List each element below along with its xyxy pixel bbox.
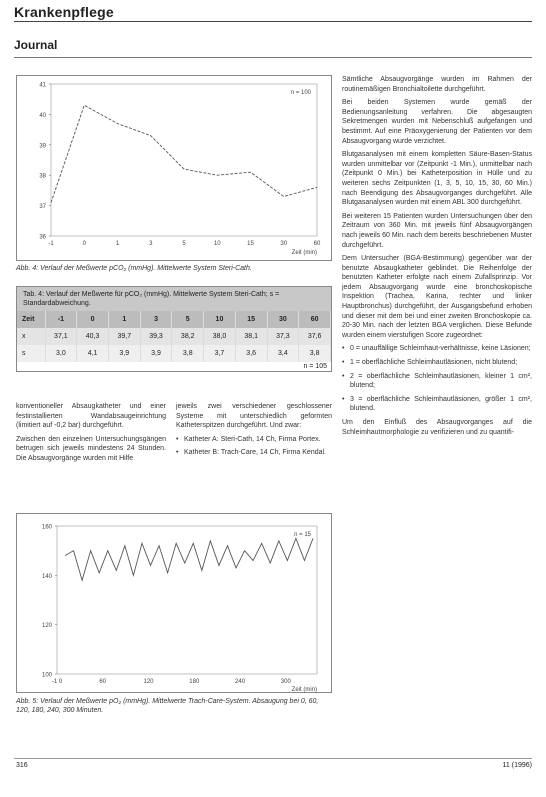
x-tick-label: 180 [189,679,200,685]
left-column [16,402,166,468]
table-row [17,345,331,362]
table-cell: 3,6 [235,345,267,362]
list-item: • Katheter A: Steri-Cath, 14 Ch, Firma Portex. [176,435,332,445]
x-axis-label: Zeit (min) [291,250,317,256]
paragraph: Zwischen den einzelnen Untersuchungsgängen betrugen sich jeweils mindestens 24 Stunden. Die Absaugvorgänge wurden mit Hilfe [16,435,166,462]
table-cell: 30 [267,311,299,328]
y-tick-label: 39 [39,143,46,150]
table-cell: 3,4 [267,345,299,362]
plot-frame [51,84,317,236]
series-line [51,105,317,202]
table-cell: 5 [172,311,204,328]
header-rule [14,21,532,22]
x-tick-label: 15 [247,241,254,247]
table-cell: 37,6 [299,328,331,345]
table-cell: 39,7 [108,328,140,345]
section-title: Krankenpflege [14,4,114,20]
middle-column [176,402,332,462]
x-tick-label: 0 [82,241,86,247]
y-tick-label: 41 [39,82,46,89]
paragraph: Um den Einfluß des Absaugvorganges auf die Schleimhautmorphologie zu verifizieren und zu quantifi- [342,419,532,436]
chart-pco2-caption: Abb. 4: Verlauf der Meßwerte pCO₂ (mmHg). Mittelwerte System Steri-Cath. [16,265,252,272]
table-cell: 3 [140,311,172,328]
x-tick-label: 240 [235,679,246,685]
list-item: • 0 = unauffällige Schleimhaut-verhältnisse, keine Läsionen; [342,344,532,354]
chart-po2-box [16,513,332,693]
chart-pco2-box [16,75,332,261]
plot-frame [57,526,317,674]
row-label: s [17,345,45,362]
table-cell: 40,3 [77,328,109,345]
table-cell: 37,3 [267,328,299,345]
x-axis-label: Zeit (min) [291,687,317,693]
catheter-list [176,435,332,458]
table-cell: 38,1 [235,328,267,345]
chart-annotation: n = 100 [290,90,311,96]
x-tick-label: 60 [313,241,321,247]
list-item: • Katheter B: Trach-Care, 14 Ch, Firma Kendal. [176,448,332,458]
page-number: 316 [16,762,28,769]
list-item: • 2 = oberflächliche Schleimhautläsionen, kleiner 1 cm², blutend; [342,372,532,391]
journal-rule [14,57,532,58]
x-tick-label: 5 [182,241,186,247]
y-tick-label: 120 [41,623,52,630]
paragraph: jeweils zwei verschiedener geschlossener Systeme mit unterschiedlich geformten Katheterspitzen durchgeführt. Und zwar: [176,403,332,430]
x-tick-label: -1 0 [51,679,63,685]
chart-annotation: n = 15 [294,532,311,538]
table-cell: 15 [235,311,267,328]
table-cell: 3,8 [299,345,331,362]
table-cell: 38,0 [204,328,236,345]
table-cell: 1 [108,311,140,328]
x-tick-label: 300 [280,679,291,685]
footer-rule [14,758,532,759]
table-row [17,328,331,345]
table-cell: 3,9 [140,345,172,362]
x-tick-label: 10 [213,241,221,247]
row-label: x [17,328,45,345]
table-cell: 4,1 [77,345,109,362]
chart-po2-caption: Abb. 5: Verlauf der Meßwerte pO₂ (mmHg). Mittelwerte Trach-Care-System. Absaugung bei 0, 60, 120, 180, 240, 300 Minuten. [16,698,319,714]
paragraph: konventioneller Absaugkatheter und einer festinstallierten Wandabsaugeinrichtung (limitiert auf -0,2 bar) durchgeführt. [16,403,166,430]
journal-header [14,38,532,52]
paragraph: Blutgasanalysen mit einem kompletten Säure-Basen-Status wurden unmittelbar vor (Zeitpunkt -1 Min.), unmittelbar nach (Zeitpunkt 0 Min.) bei Katheterposition in Hülle und zu weiteren sechs Zeitpunkten (1, 3, 5, 10, 15, 30, 60 Min.) nach Beendigung des Absaugvorganges durchgeführt. Alle Blutgasanalysen wurden mit einem ABL 300 durchgeführt. [342,151,532,207]
x-tick-label: 3 [149,241,153,247]
table-cell: 3,8 [172,345,204,362]
table-cell: 38,2 [172,328,204,345]
chart-po2 [17,514,333,694]
list-item: • 1 = oberflächliche Schleimhautläsionen, nicht blutend; [342,358,532,368]
table-header-row [17,311,331,328]
table-cell: 3,0 [45,345,77,362]
y-tick-label: 140 [41,573,52,580]
table-cell: 39,3 [140,328,172,345]
table-pco2 [16,286,332,372]
table-cell: 3,9 [108,345,140,362]
x-tick-label: 60 [99,679,107,685]
y-tick-label: 100 [41,672,52,679]
paragraph: Bei weiteren 15 Patienten wurden Untersuchungen über den Zeitraum von 360 Min. mit jeweils fünf Absaugvorgängen nach jeweils 60 Min. nach dem bereits beschriebenen Muster durchgeführt. [342,212,532,249]
x-tick-label: 1 [115,241,120,247]
table-note: n = 105 [17,362,331,371]
x-tick-label: 120 [143,679,154,685]
data-table [17,311,331,362]
paragraph: Sämtliche Absaugvorgänge wurden im Rahmen der routinemäßigen Bronchialtoilette durchgeführt. [342,76,532,93]
table-title: Tab. 4: Verlauf der Meßwerte für pCO₂ (mmHg). Mittelwerte System Steri-Cath; s = Standardabweichung. [17,287,331,311]
series-line [65,538,313,580]
table-cell: 10 [204,311,236,328]
score-list [342,344,532,414]
table-cell: 0 [77,311,109,328]
paragraph: Dem Untersucher (BGA-Bestimmung) gegenüber war der benutzte Absaugkatheter geblindet. Die Reihenfolge der benutzten Katheter erfolgte nach einem Zufallsprinzip. Vor jedem Absaugvorgang wurde eine bronchoskopische Inspektion (Trachea, Karina, rechter und linker Hauptbronchus) durchgeführt, der Ausgangsbefund erhoben und dieser mit dem bei und einer zweiten Bronchoskopie ca. 20-30 Min. nach der letzten BGA verglichen. Diese Befunde wurden einem vierstufigen Score zugeordnet: [342,255,532,339]
y-tick-label: 36 [39,234,46,241]
list-item: • 3 = oberflächliche Schleimhautläsionen, größer 1 cm², blutend. [342,395,532,414]
table-cell: 3,7 [204,345,236,362]
x-tick-label: -1 [48,241,54,247]
y-tick-label: 40 [39,112,46,119]
chart-pco2 [17,76,333,262]
y-tick-label: 37 [39,204,46,211]
issue-number: 11 (1996) [502,762,532,769]
table-cell: 60 [299,311,331,328]
journal-title: Journal [14,38,58,52]
y-tick-label: 38 [39,173,46,180]
x-tick-label: 30 [280,241,288,247]
table-cell: 37,1 [45,328,77,345]
paragraph: Bei beiden Systemen wurde gemäß der Bedienungsanleitung verfahren. Die abgesaugten Sekretmengen wurden mit Nebenschluß aufgefangen und bestimmt. Auf eine Präoxygenierung der Patienten vor dem Absaugvorgang wurde verzichtet. [342,99,532,145]
page-header [14,4,532,20]
table-cell: -1 [45,311,77,328]
y-tick-label: 160 [41,524,52,531]
row-label: Zeit [17,311,45,328]
right-column [342,75,532,441]
